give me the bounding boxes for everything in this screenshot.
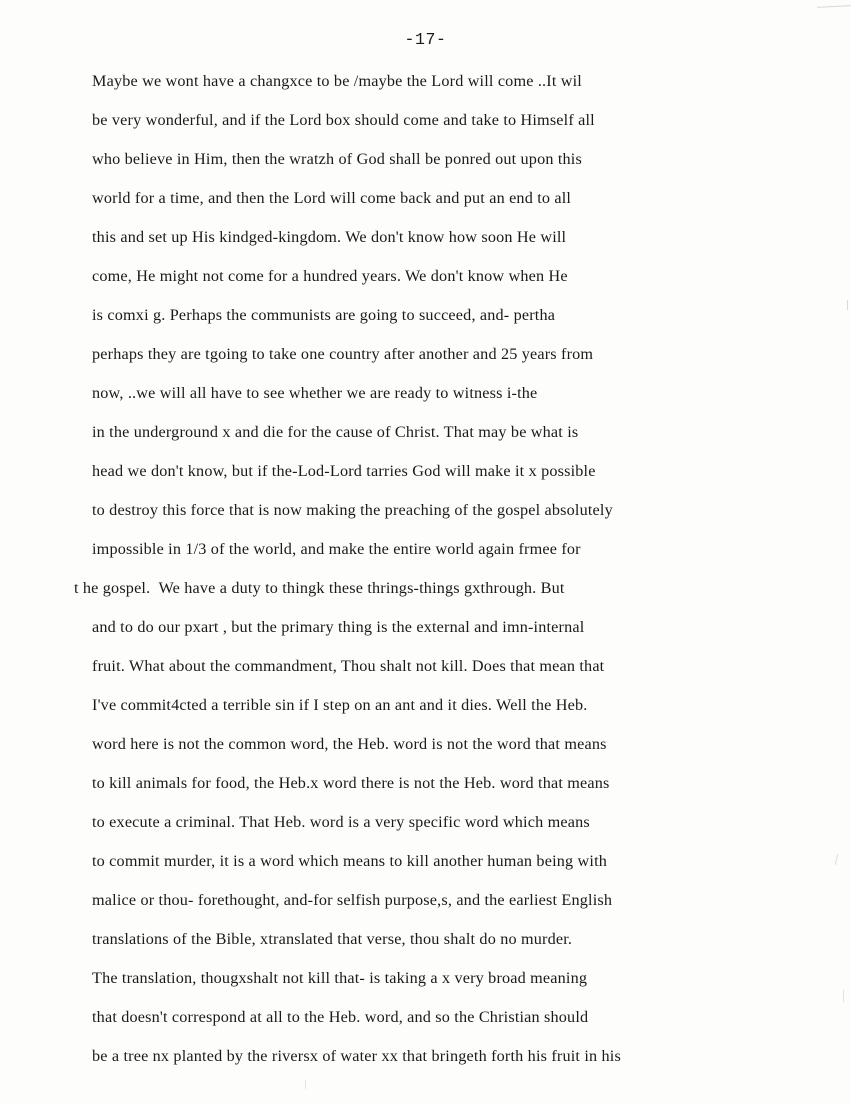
text-line: fruit. What about the commandment, Thou shalt not kill. Does that mean that xyxy=(92,657,605,675)
text-line: The translation, thougxshalt not kill that- is taking a x very broad meaning xyxy=(92,969,588,987)
text-line: world for a time, and then the Lord will come back and put an end to all xyxy=(92,189,572,207)
text-line: come, He might not come for a hundred years. We don't know when He xyxy=(92,267,568,285)
scan-artifact-right-middle xyxy=(835,854,839,865)
document-body xyxy=(74,62,782,1076)
scan-artifact-top-right xyxy=(817,5,851,8)
text-line: translations of the Bible, xtranslated that verse, thou shalt do no murder. xyxy=(92,930,573,948)
text-line: to kill animals for food, the Heb.x word there is not the Heb. word that means xyxy=(92,774,610,792)
text-line: perhaps they are tgoing to take one country after another and 25 years from xyxy=(92,345,594,363)
scan-artifact-right-lower xyxy=(843,990,844,1002)
text-line: in the underground x and die for the cause of Christ. That may be what is xyxy=(92,423,579,441)
page-number: -17- xyxy=(404,30,447,49)
text-line: who believe in Him, then the wratzh of God shall be ponred out upon this xyxy=(92,150,582,168)
text-line: to destroy this force that is now making the preaching of the gospel absolutely xyxy=(92,501,613,519)
text-line: impossible in 1/3 of the world, and make the entire world again frmee for xyxy=(92,540,581,558)
text-line: be very wonderful, and if the Lord box should come and take to Himself all xyxy=(92,111,595,129)
text-line: word here is not the common word, the Heb. word is not the word that means xyxy=(92,735,607,753)
text-line: this and set up His kindged-kingdom. We don't know how soon He will xyxy=(92,228,567,246)
scan-artifact-bottom xyxy=(305,1080,306,1089)
text-line: is comxi g. Perhaps the communists are going to succeed, and- pertha xyxy=(92,306,556,324)
text-line: head we don't know, but if the-Lod-Lord tarries God will make it x possible xyxy=(92,462,596,480)
text-line: I've commit4cted a terrible sin if I step on an ant and it dies. Well the Heb. xyxy=(92,696,588,714)
text-line: t he gospel. We have a duty to thingk these thrings-things gxthrough. But xyxy=(74,579,565,597)
text-line: that doesn't correspond at all to the Heb. word, and so the Christian should xyxy=(92,1008,589,1026)
text-line: Maybe we wont have a changxce to be /maybe the Lord will come ..It wil xyxy=(92,72,582,90)
text-line: now, ..we will all have to see whether we are ready to witness i-the xyxy=(92,384,538,402)
text-line: be a tree nx planted by the riversx of water xx that bringeth forth his fruit in his xyxy=(92,1047,621,1065)
text-line: and to do our pxart , but the primary thing is the external and imn-internal xyxy=(92,618,585,636)
text-line: to execute a criminal. That Heb. word is a very specific word which means xyxy=(92,813,590,831)
text-line: to commit murder, it is a word which means to kill another human being with xyxy=(92,852,608,870)
scan-artifact-right-upper xyxy=(847,300,848,310)
text-line: malice or thou- forethought, and-for selfish purpose,s, and the earliest English xyxy=(92,891,613,909)
